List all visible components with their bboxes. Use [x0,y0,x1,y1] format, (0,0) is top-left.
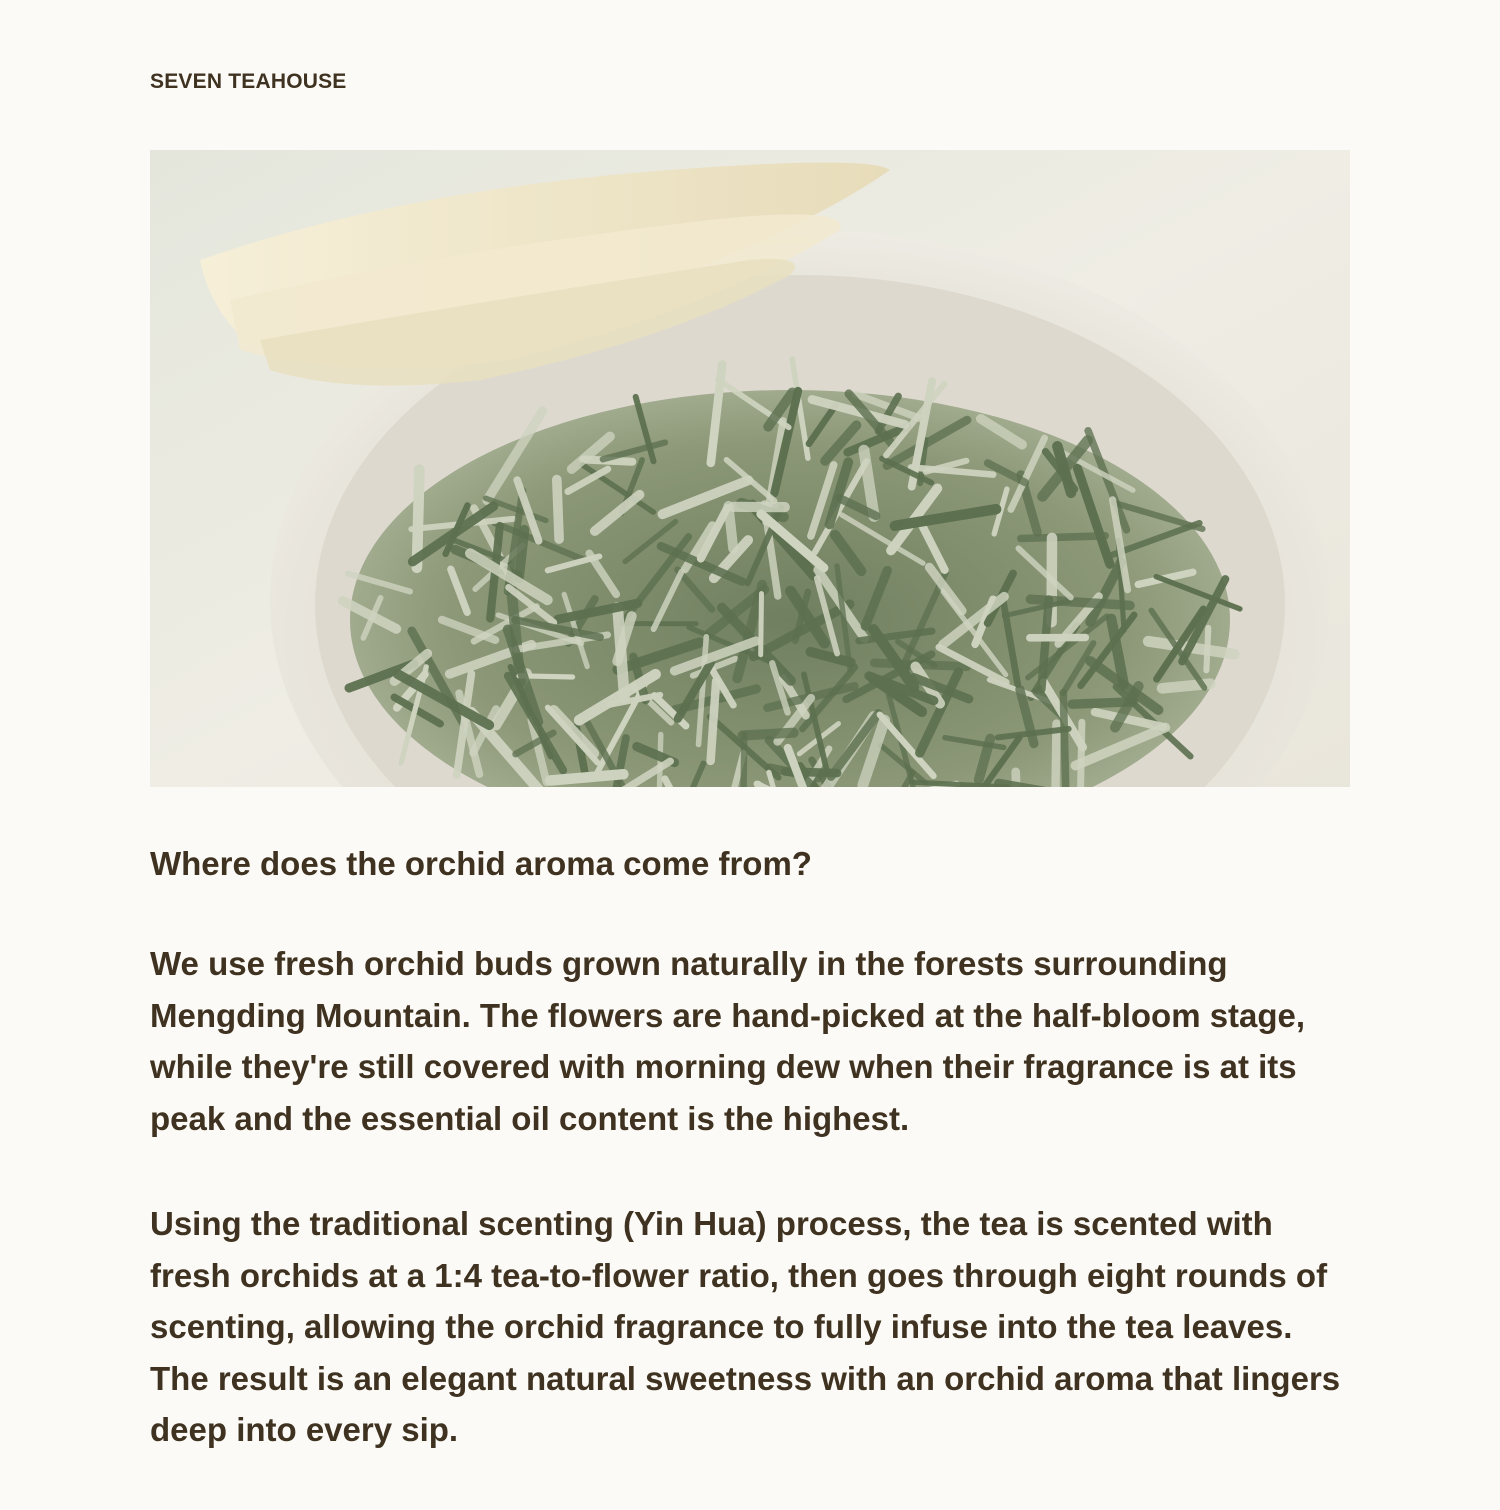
tea-bud [557,480,559,540]
tea-bud [711,681,717,761]
tea-bud [729,506,734,548]
tea-bud [1063,693,1066,787]
article-paragraph-2: Using the traditional scenting (Yin Hua) process, the tea is scented with fresh orchids at a 1:4 tea-to-flower ratio, then goes through eight rounds of scenting, allowing the orchid fragrance to fully infuse into the tea leaves. The result is an elegant natural sweetness with an orchid aroma that lingers deep into every sip. [150,1198,1360,1456]
tea-bud [744,735,745,787]
tea-bud [761,594,762,655]
article-heading: Where does the orchid aroma come from? [150,838,1360,890]
hero-image [150,150,1350,787]
tea-bud [519,530,524,579]
brand-name: SEVEN TEAHOUSE [150,70,347,94]
tea-bud [550,774,623,780]
tea-bud [743,733,794,736]
tea-bud [1021,536,1105,539]
article-paragraph-1: We use fresh orchid buds grown naturally in the forests surrounding Mengding Mountain. The flowers are hand-picked at the half-bloom stage, while they're still covered with morning dew when their fragrance is at its peak and the essential oil content is the highest. [150,938,1360,1144]
tea-bud [1080,722,1082,787]
article [150,838,1360,1510]
tea-bud [1072,702,1133,704]
tea-leaves-illustration [150,150,1350,787]
